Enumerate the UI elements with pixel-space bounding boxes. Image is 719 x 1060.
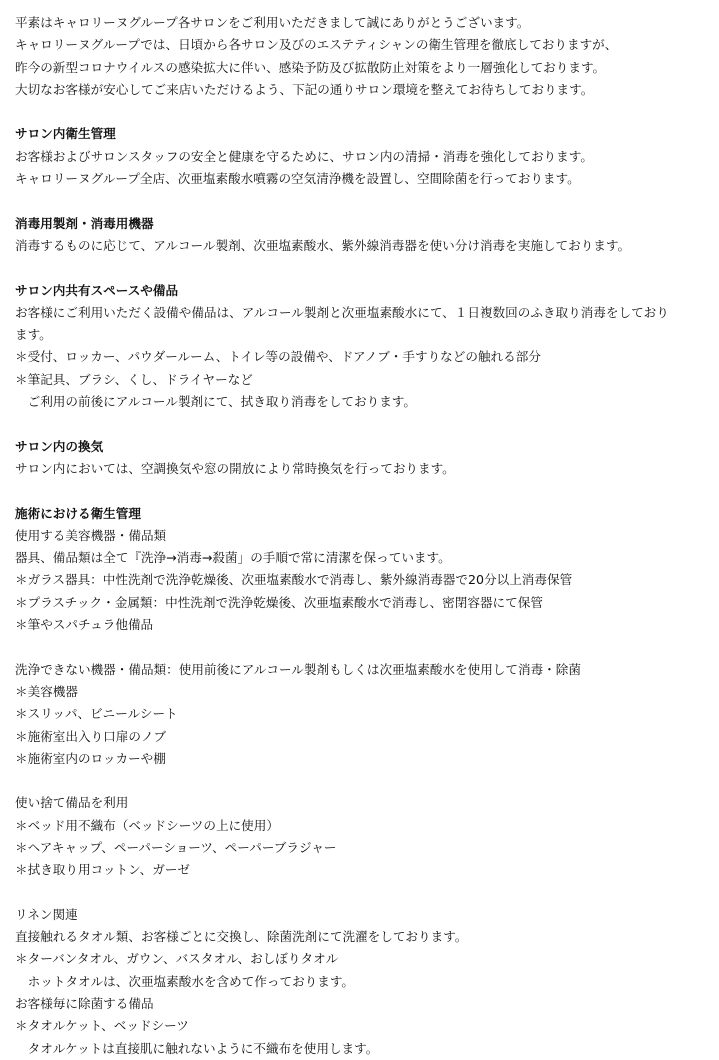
section-line: ＊ベッド用不織布（ベッドシーツの上に使用） — [15, 817, 279, 833]
section-line: ＊施術室内のロッカーや棚 — [15, 750, 166, 766]
intro-line: 大切なお客様が安心してご来店いただけるよう、下記の通りサロン環境を整えてお待ちしております。 — [15, 81, 594, 97]
intro-line: 平素はキャロリーヌグループ各サロンをご利用いただきまして誠にありがとうございます。 — [15, 15, 530, 30]
section-line: 使い捨て備品を利用 — [15, 795, 129, 811]
spacer — [15, 190, 709, 212]
section-line: ＊受付、ロッカー、パウダールーム、トイレ等の設備や、ドアノブ・手すりなどの触れる部分 — [15, 349, 541, 365]
spacer — [15, 480, 709, 502]
section-line: ＊スリッパ、ビニールシート — [15, 706, 178, 722]
section-line: タオルケットは直接肌に触れないように不織布を使用します。 — [15, 1040, 379, 1056]
section-heading: サロン内の換気 — [15, 438, 104, 454]
section-line: ＊施術室出入り口扉のノブ — [15, 728, 167, 744]
section-line: ＊ターバンタオル、ガウン、バスタオル、おしぼりタオル — [15, 951, 339, 967]
section-line: キャロリーヌグループ全店、次亜塩素酸水噴霧の空気清浄機を設置し、空間除菌を行っております。 — [15, 171, 580, 187]
section-line: ます。 — [15, 327, 52, 343]
section-line: お客様にご利用いただく設備や備品は、アルコール製剤と次亜塩素酸水にて、１日複数回のふき取り消毒をしており — [15, 304, 669, 320]
section-line: ご利用の前後にアルコール製剤にて、拭き取り消毒をしております。 — [15, 394, 416, 410]
section-line: 使用する美容機器・備品類 — [15, 527, 167, 543]
section-line: お客様毎に除菌する備品 — [15, 996, 154, 1012]
section-line: 直接触れるタオル類、お客様ごとに交換し、除菌洗剤にて洗濯をしております。 — [15, 929, 468, 945]
section-line — [15, 636, 709, 658]
section-salon-hygiene — [15, 123, 709, 190]
section-disinfectants — [15, 213, 709, 258]
section-line: サロン内においては、空調換気や窓の開放により常時換気を行っております。 — [15, 460, 455, 476]
section-line — [15, 770, 709, 792]
section-line: ＊ヘアキャップ、ペーパーショーツ、ペーパーブラジャー — [15, 839, 337, 855]
section-line: 消毒するものに応じて、アルコール製剤、次亜塩素酸水、紫外線消毒器を使い分け消毒を実施しております。 — [15, 237, 631, 253]
section-heading: サロン内共有スペースや備品 — [15, 282, 179, 298]
spacer — [15, 257, 709, 279]
section-treatment-hygiene — [15, 503, 709, 1060]
intro-paragraph — [15, 12, 709, 101]
section-line: ＊筆記具、ブラシ、くし、ドライヤーなど — [15, 371, 253, 387]
section-line: リネン関連 — [15, 906, 78, 922]
section-line: ＊筆やスパチュラ他備品 — [15, 617, 154, 633]
section-line: ＊拭き取り用コットン、ガーゼ — [15, 862, 190, 878]
section-ventilation — [15, 436, 709, 481]
section-line — [15, 882, 709, 904]
section-line: ＊プラスチック・金属類：中性洗剤で洗浄乾燥後、次亜塩素酸水で消毒し、密閉容器にて保管 — [15, 594, 543, 610]
intro-line: 昨今の新型コロナウイルスの感染拡大に伴い、感染予防及び拡散防止対策をより一層強化しております。 — [15, 59, 606, 75]
section-line: ＊タオルケット、ベッドシーツ — [15, 1018, 189, 1034]
section-line: ＊美容機器 — [15, 683, 78, 699]
section-line: 器具、備品類は全て『洗浄→消毒→殺菌」の手順で常に清潔を保っています。 — [15, 550, 451, 566]
section-heading: サロン内衛生管理 — [15, 126, 116, 142]
section-line: 洗浄できない機器・備品類：使用前後にアルコール製剤もしくは次亜塩素酸水を使用して消毒・除菌 — [15, 661, 581, 677]
spacer — [15, 413, 709, 435]
section-heading: 施術における衛生管理 — [15, 505, 141, 521]
intro-line: キャロリーヌグループでは、日頃から各サロン及びのエステティシャンの衛生管理を徹底しておりますが、 — [15, 37, 618, 53]
section-line: お客様およびサロンスタッフの安全と健康を守るために、サロン内の清掃・消毒を強化しております。 — [15, 148, 593, 164]
section-line: ホットタオルは、次亜塩素酸水を含めて作っております。 — [15, 973, 355, 989]
section-heading: 消毒用製剤・消毒用機器 — [15, 215, 154, 231]
spacer — [15, 101, 709, 123]
section-shared-spaces — [15, 280, 709, 414]
section-line: ＊ガラス器具：中性洗剤で洗浄乾燥後、次亜塩素酸水で消毒し、紫外線消毒器で20分以上消毒保管 — [15, 572, 573, 588]
